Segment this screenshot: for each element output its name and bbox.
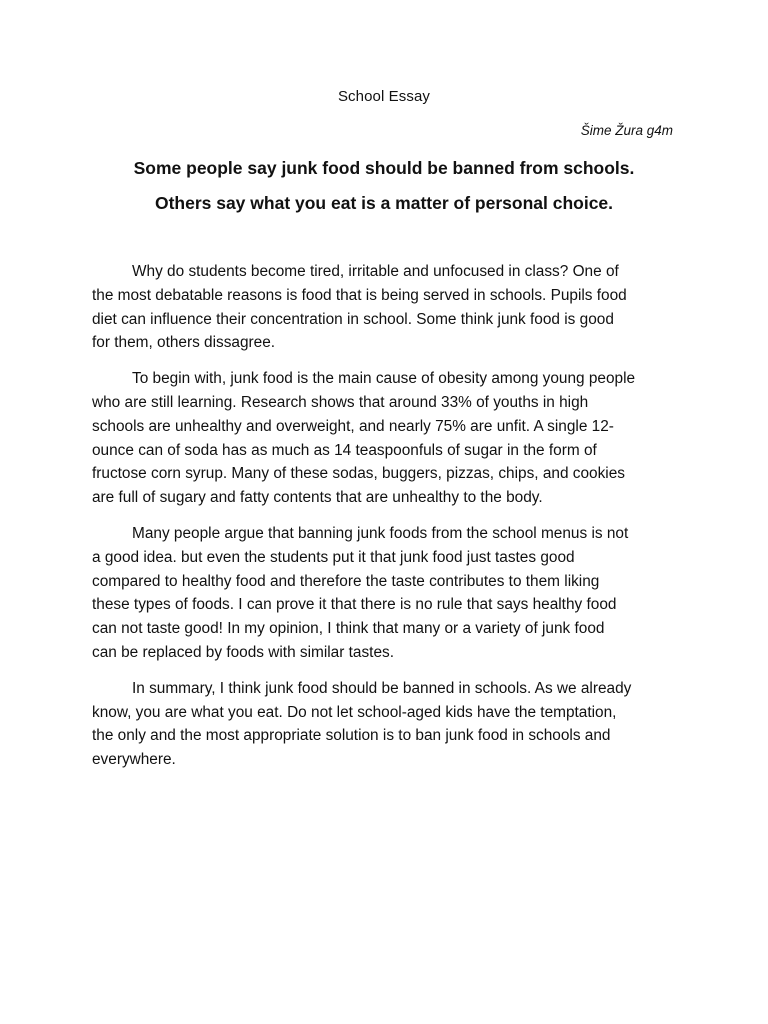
text-line: compared to healthy food and therefore the taste contributes to them liking xyxy=(92,572,600,590)
text-line: who are still learning. Research shows that around 33% of youths in high xyxy=(92,393,589,411)
author-name: Šime Žura g4m xyxy=(580,123,673,138)
text-line: for them, others dissagree. xyxy=(92,334,276,352)
text-line: In summary, I think junk food should be banned in schools. As we already xyxy=(132,679,632,697)
text-line: fructose corn syrup. Many of these sodas, buggers, pizzas, chips, and cookies xyxy=(92,465,625,483)
text-line: the most debatable reasons is food that is being served in schools. Pupils food xyxy=(92,286,627,304)
text-line: are full of sugary and fatty contents that are unhealthy to the body. xyxy=(92,489,543,507)
paragraph-summary xyxy=(92,677,682,772)
document-label: School Essay xyxy=(337,88,431,105)
text-line: these types of foods. I can prove it that there is no rule that says healthy food xyxy=(92,596,617,614)
text-line: a good idea. but even the students put it that junk food just tastes good xyxy=(92,548,575,566)
paragraph-obesity xyxy=(92,367,682,510)
text-line: Why do students become tired, irritable and unfocused in class? One of xyxy=(132,263,619,280)
text-line: know, you are what you eat. Do not let school-aged kids have the temptation, xyxy=(92,703,617,721)
text-line: To begin with, junk food is the main cause of obesity among young people xyxy=(132,370,636,388)
text-line: Many people argue that banning junk foods from the school menus is not xyxy=(132,524,629,542)
essay-body xyxy=(92,260,682,784)
paragraph-intro xyxy=(92,260,682,355)
essay-title-line: Some people say junk food should be banned from schools. xyxy=(133,158,635,178)
text-line: everywhere. xyxy=(92,751,176,769)
text-line: schools are unhealthy and overweight, and nearly 75% are unfit. A single 12- xyxy=(92,417,614,435)
text-line: diet can influence their concentration in school. Some think junk food is good xyxy=(92,310,614,328)
text-line: can not taste good! In my opinion, I think that many or a variety of junk food xyxy=(92,620,605,638)
paragraph-counterargument xyxy=(92,522,682,665)
essay-title-line: Others say what you eat is a matter of personal choice. xyxy=(154,193,614,213)
text-line: the only and the most appropriate solution is to ban junk food in schools and xyxy=(92,727,611,745)
text-line: ounce can of soda has as much as 14 teaspoonfuls of sugar in the form of xyxy=(92,441,597,459)
text-line: can be replaced by foods with similar tastes. xyxy=(92,643,394,661)
